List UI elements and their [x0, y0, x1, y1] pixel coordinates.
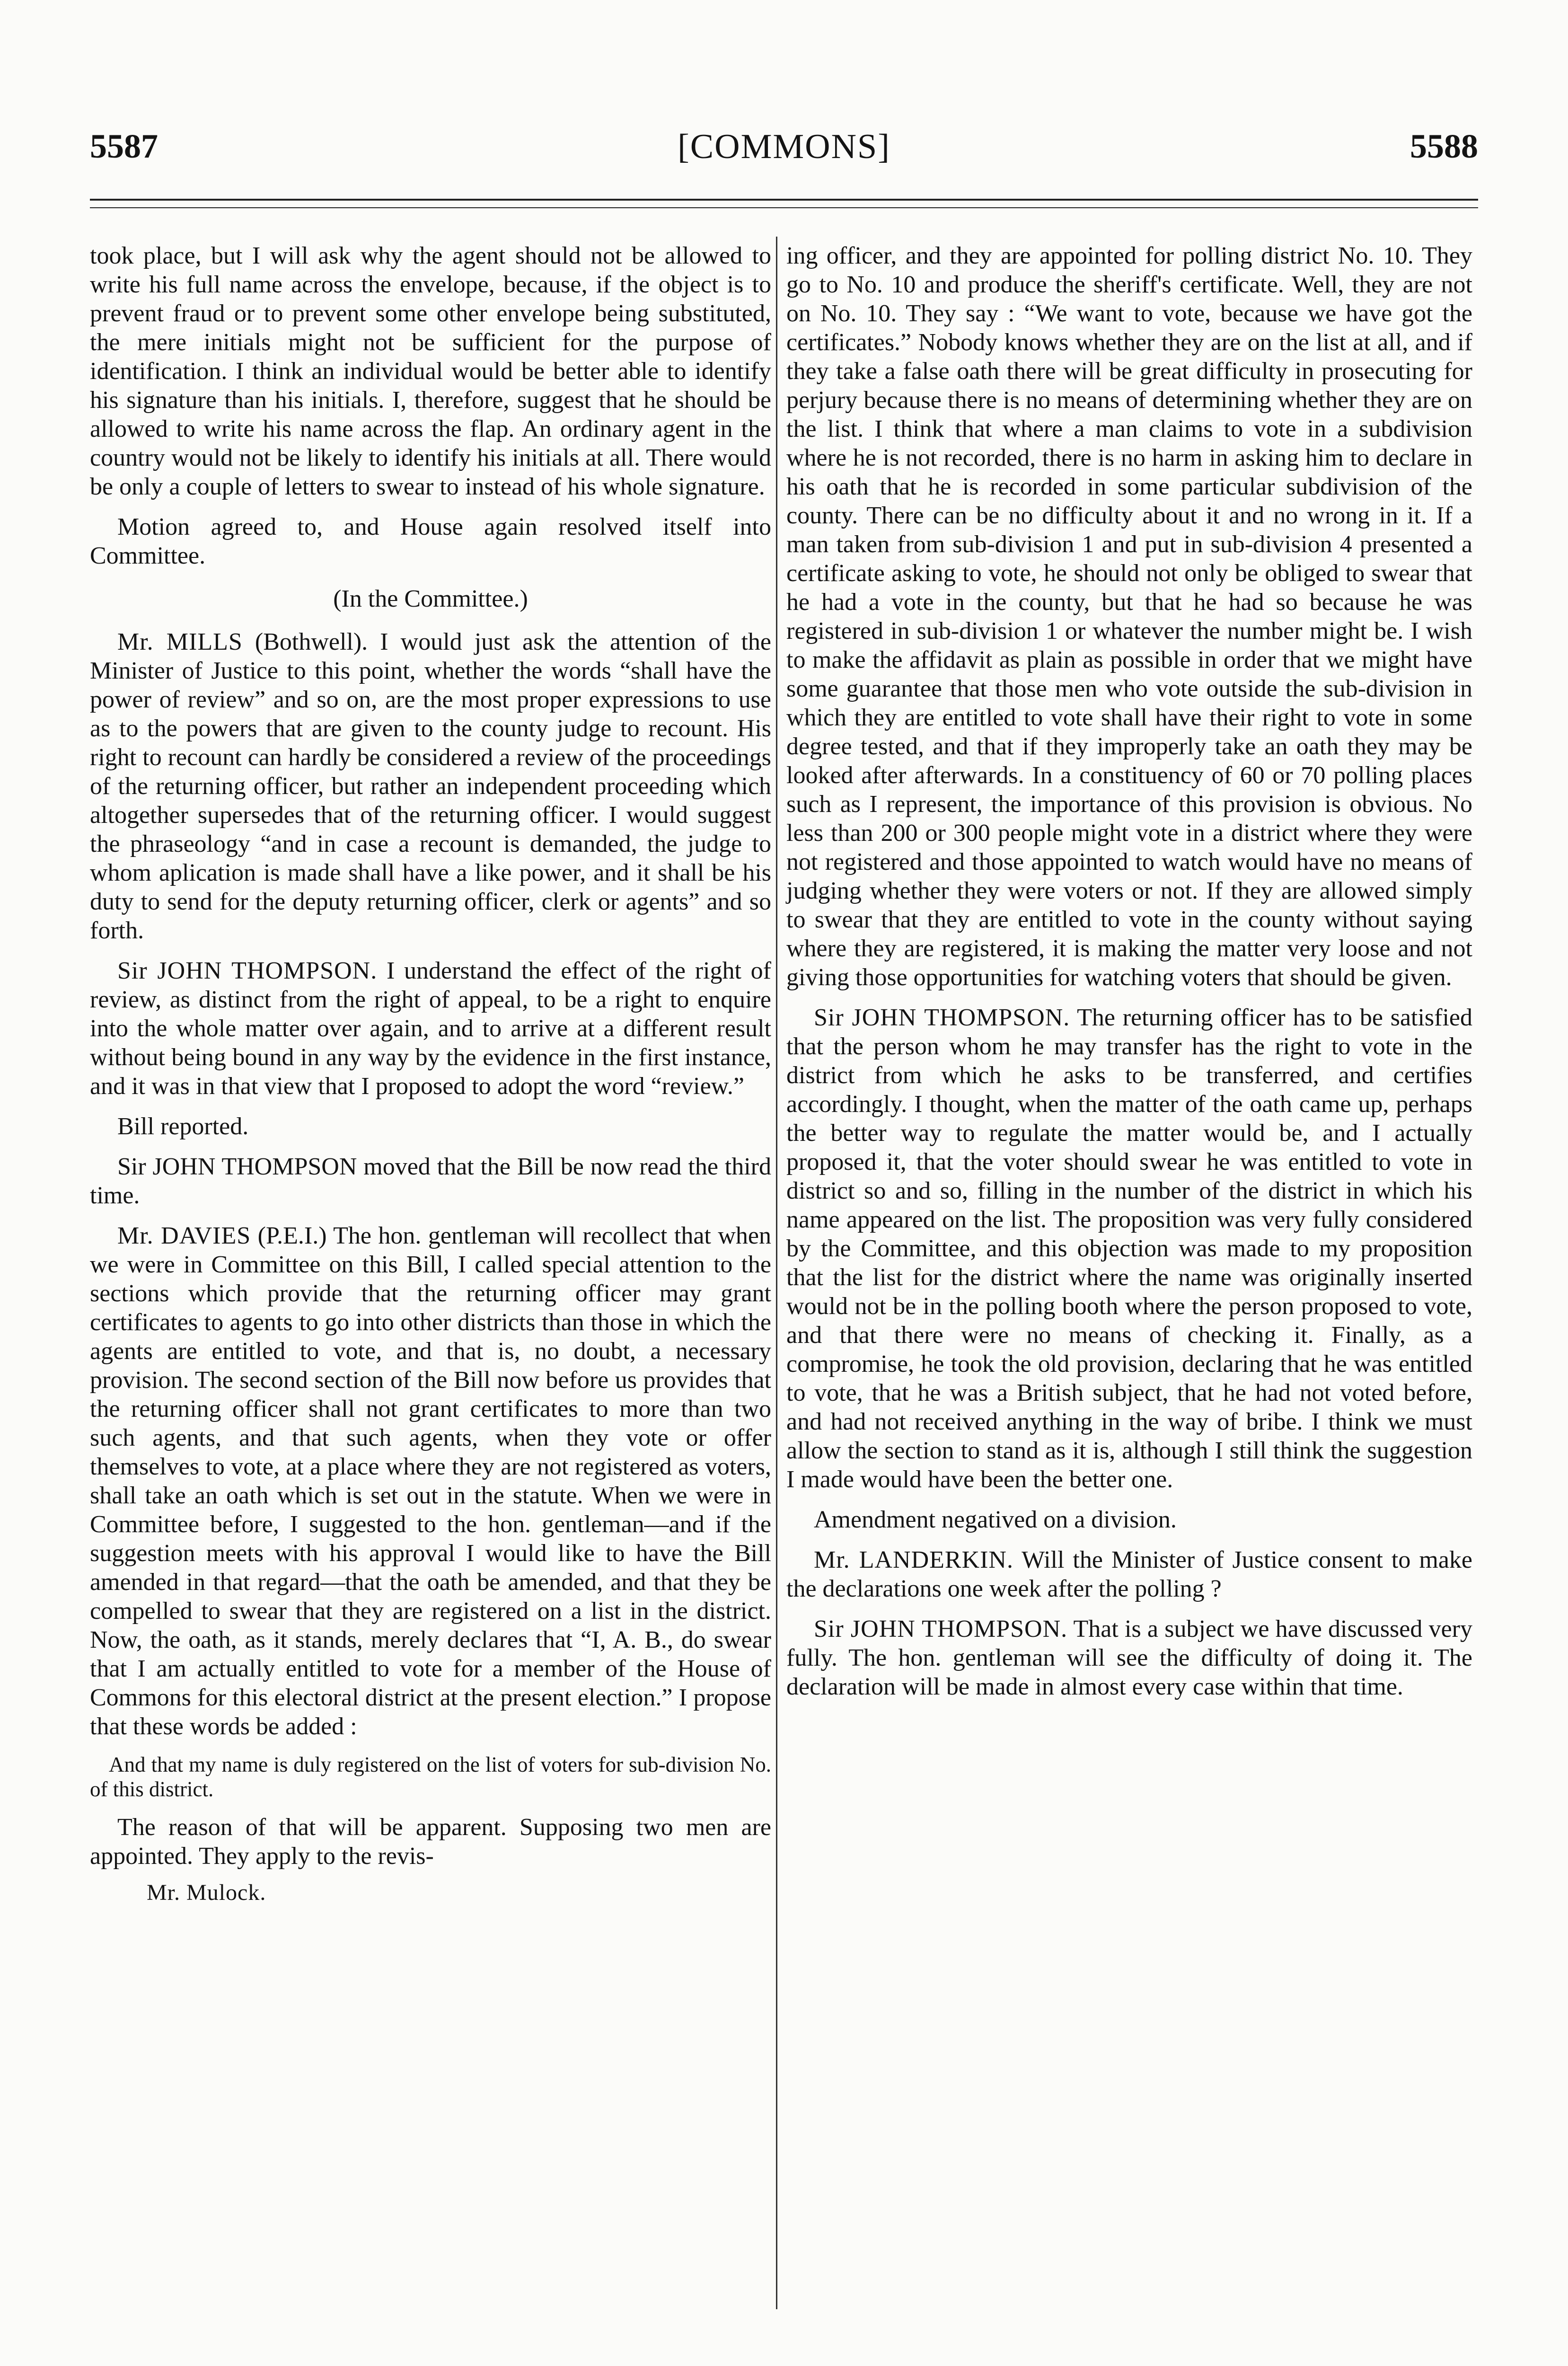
speaker-name: Sir JOHN THOMPSON. [117, 957, 378, 984]
speech-text: (Bothwell). I would just ask the attention of the Minister of Justice to this point, whether the words “shall have the power of review” and so on, are the most proper expressions to use as to the powers that are given to the county judge to recount. His right to recount can hardly be considered a review of the proceedings of the returning officer, but rather an independent proceeding which altogether supersedes that of the returning officer. I would suggest the phraseology “and in case a recount is demanded, the judge to whom aplication is made shall have a like power, and it shall be his duty to send for the deputy returning officer, clerk or agents” and so forth. [90, 628, 771, 944]
speech-paragraph [786, 1545, 1472, 1603]
header-rule-thick [90, 199, 1478, 201]
running-title: [COMMONS] [678, 127, 890, 166]
speech-paragraph [90, 956, 771, 1101]
speaker-name: Mr. DAVIES [117, 1222, 251, 1249]
speaker-name: Sir JOHN THOMPSON. [814, 1004, 1070, 1031]
speech-text: I understand the effect of the right of review, as distinct from the right of appeal, to be a right to enquire into the whole matter over again, and to arrive at a different result without being bound in any way by the evidence in the first instance, and it was in that view that I proposed to adopt the word “review.” [90, 957, 771, 1100]
paragraph: ing officer, and they are appointed for polling district No. 10. They go to No. 10 and produce the sheriff's certificate. Well, they are not on No. 10. They say : “We want to vote, because we have got the certificates.” Nobody knows whether they are on the list at all, and if they take a false oath there will be great difficulty in prosecuting for perjury because there is no means of determining whether they are on the list. I think that where a man claims to vote in a subdivision where he is not recorded, there is no harm in asking him to declare in his oath that he is recorded in some particular subdivision of the county. There can be no difficulty about it and no wrong in it. If a man taken from sub-division 1 and put in sub-division 4 presented a certificate asking to vote, he should not only be obliged to swear that he had a vote in the county, but that he had so because he was registered in sub-division 1 or whatever the number might be. I wish to make the affidavit as plain as possible in order that we might have some guarantee that those men who vote outside the sub-division in which they are entitled to vote shall have their right to vote in some degree tested, and that if they improperly take an oath they may be looked after afterwards. In a constituency of 60 or 70 polling places such as I represent, the importance of this provision is obvious. No less than 200 or 300 people might vote in a district where they were not registered and those appointed to watch would have no means of judging whether they were voters or not. If they are allowed simply to swear that they are entitled to vote in the county without saying where they are registered, it is making the matter very loose and not giving those opportunities for watching voters that should be given. [786, 242, 1472, 991]
speaker-name: Sir JOHN THOMPSON. [814, 1616, 1068, 1642]
page-header [90, 127, 1478, 169]
speech-text: That is a subject we have discussed very fully. The hon. gentleman will see the difficulty of doing it. The declaration will be made in almost every case within that time. [786, 1616, 1472, 1700]
paragraph: Motion agreed to, and House again resolved itself into Committee. [90, 513, 771, 569]
speech-paragraph [90, 627, 771, 945]
page-number-left: 5587 [90, 127, 158, 165]
paragraph: Amendment negatived on a division. [814, 1506, 1177, 1533]
speech-text: (P.E.I.) The hon. gentleman will recollect that when we were in Committee on this Bill, I called special attention to the sections which provide that the returning officer may grant certificates to agents to go into other districts than those in which the agents are entitled to vote, and that is, no doubt, a necessary provision. The second section of the Bill now before us provides that the returning officer shall not grant certificates to more than two such agents, and that such agents, when they vote or offer themselves to vote, at a place where they are not registered as voters, shall take an oath which is set out in the statute. When we were in Committee before, I suggested to the hon. gentleman—and if the suggestion meets with his approval I would like to have the Bill amended in that regard—that the oath be amended, and that they be compelled to swear that they are registered on a list in the district. Now, the oath, as it stands, merely declares that “I, A. B., do swear that I am actually entitled to vote for a member of the House of Commons for this electoral district at the present election.” I propose that these words be added : [90, 1222, 771, 1740]
paragraph: Bill reported. [117, 1113, 249, 1140]
paragraph: took place, but I will ask why the agent should not be allowed to write his full name across the envelope, because, if the object is to prevent fraud or to prevent some other envelope being substituted, the mere initials might not be sufficient for the purpose of identification. I think an individual would be better able to identify his signature than his initials. I, therefore, suggest that he should be allowed to write his name across the flap. An ordinary agent in the country would not be likely to identify his initials at all. There would be only a couple of letters to swear to instead of his whole signature. [90, 242, 771, 500]
column-footer-name: Mr. Mulock. [147, 1880, 266, 1905]
section-note: (In the Committee.) [333, 585, 528, 612]
speech-text: Will the Minister of Justice consent to make the declarations one week after the polling ? [786, 1546, 1472, 1602]
speaker-name: Mr. MILLS [117, 628, 243, 655]
quoted-oath: And that my name is duly registered on the list of voters for sub-division No. of this district. [90, 1753, 771, 1801]
speech-text: The returning officer has to be satisfied that the person whom he may transfer has the right to vote in the district from which he asks to be transferred, and certifies accordingly. I thought, when the matter of the oath came up, perhaps the better way to regulate the matter would be, and I actually proposed it, that the voter should swear he was entitled to vote in district so and so, filling in the number of the district in which his name appeared on the list. The proposition was very fully considered by the Committee, and this objection was made to my proposition that the list for the district where the name was originally inserted would not be in the polling booth where the person proposed to vote, and that there were no means of checking it. Finally, as a compromise, he took the old provision, declaring that he was entitled to vote, that he was a British subject, that he had not voted before, and had not received anything in the way of bribe. I think we must allow the section to stand as it is, although I still think the suggestion I made would have been the better one. [786, 1004, 1472, 1493]
paragraph: Sir JOHN THOMPSON moved that the Bill be now read the third time. [90, 1153, 771, 1209]
left-column [90, 241, 771, 1918]
speaker-name: Mr. LANDERKIN. [814, 1546, 1013, 1573]
speech-paragraph [90, 1221, 771, 1741]
column-divider [776, 237, 777, 2309]
header-rule-thin [90, 207, 1478, 208]
speech-paragraph [786, 1615, 1472, 1701]
paragraph: The reason of that will be apparent. Supposing two men are appointed. They apply to the revis- [90, 1814, 771, 1870]
page-number-right: 5588 [1410, 127, 1478, 165]
right-column [786, 241, 1472, 1713]
speech-paragraph [786, 1003, 1472, 1494]
